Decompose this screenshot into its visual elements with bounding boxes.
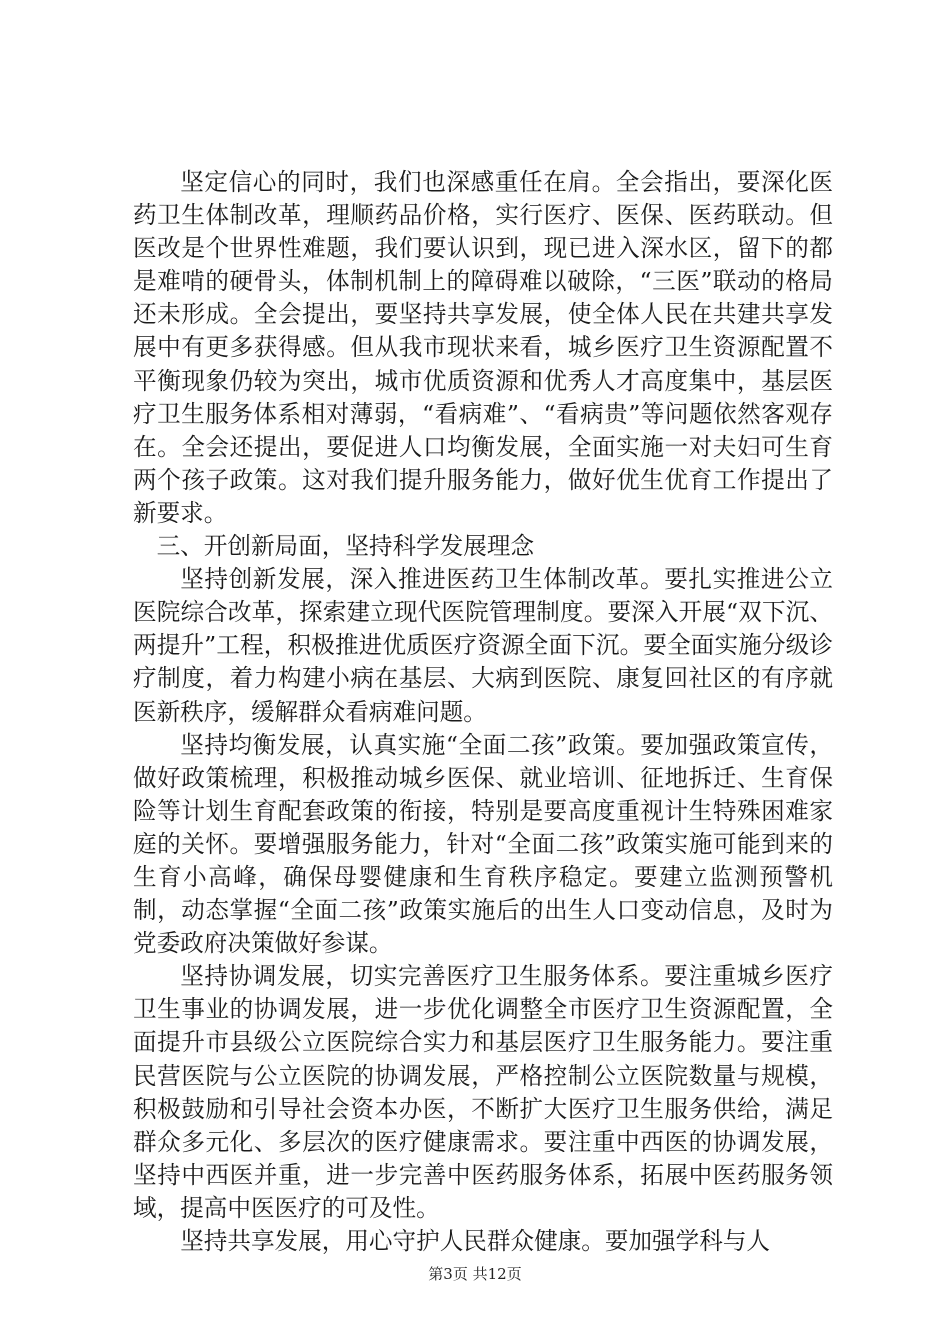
paragraph-confidence-responsibility: 坚定信心的同时，我们也深感重任在肩。全会指出，要深化医药卫生体制改革，理顺药品价格，实行医疗、医保、医药联动。但医改是个世界性难题，我们要认识到，现已进入深水区，留下的都是难啃的硬骨头，体制机制上的障碍难以破除，“三医”联动的格局还未形成。全会提出，要坚持共享发展，使全体人民在共建共享发展中有更多获得感。但从我市现状来看，城乡医疗卫生资源配置不平衡现象仍较为突出，城市优质资源和优秀人才高度集中，基层医疗卫生服务体系相对薄弱，“看病难”、“看病贵”等问题依然客观存在。全会还提出，要促进人口均衡发展，全面实施一对夫妇可生育两个孩子政策。这对我们提升服务能力，做好优生优育工作提出了新要求。 <box>133 168 833 527</box>
section-heading-three: 三、开创新局面，坚持科学发展理念 <box>156 532 535 561</box>
document-body <box>133 166 833 1258</box>
paragraph-balanced-development: 坚持均衡发展，认真实施“全面二孩”政策。要加强政策宣传，做好政策梳理，积极推动城乡医保、就业培训、征地拆迁、生育保险等计划生育配套政策的衔接，特别是要高度重视计生特殊困难家庭的关怀。要增强服务能力，针对“全面二孩”政策实施可能到来的生育小高峰，确保母婴健康和生育秩序稳定。要建立监测预警机制，动态掌握“全面二孩”政策实施后的出生人口变动信息，及时为党委政府决策做好参谋。 <box>133 730 833 958</box>
page-number-footer: 第3页 共12页 <box>428 1265 522 1283</box>
paragraph-shared-development: 坚持共享发展，用心守护人民群众健康。要加强学科与人 <box>180 1227 771 1255</box>
paragraph-coordinated-development: 坚持协调发展，切实完善医疗卫生服务体系。要注重城乡医疗卫生事业的协调发展，进一步优化调整全市医疗卫生资源配置，全面提升市县级公立医院综合实力和基层医疗卫生服务能力。要注重民营医院与公立医院的协调发展，严格控制公立医院数量与规模，积极鼓励和引导社会资本办医，不断扩大医疗卫生服务供给，满足群众多元化、多层次的医疗健康需求。要注重中西医的协调发展，坚持中西医并重，进一步完善中医药服务体系，拓展中医药服务领域，提高中医医疗的可及性。 <box>133 962 833 1222</box>
paragraph-innovation-development: 坚持创新发展，深入推进医药卫生体制改革。要扎实推进公立医院综合改革，探索建立现代医院管理制度。要深入开展“双下沉、两提升”工程，积极推进优质医疗资源全面下沉。要全面实施分级诊疗制度，着力构建小病在基层、大病到医院、康复回社区的有序就医新秩序，缓解群众看病难问题。 <box>133 565 833 726</box>
